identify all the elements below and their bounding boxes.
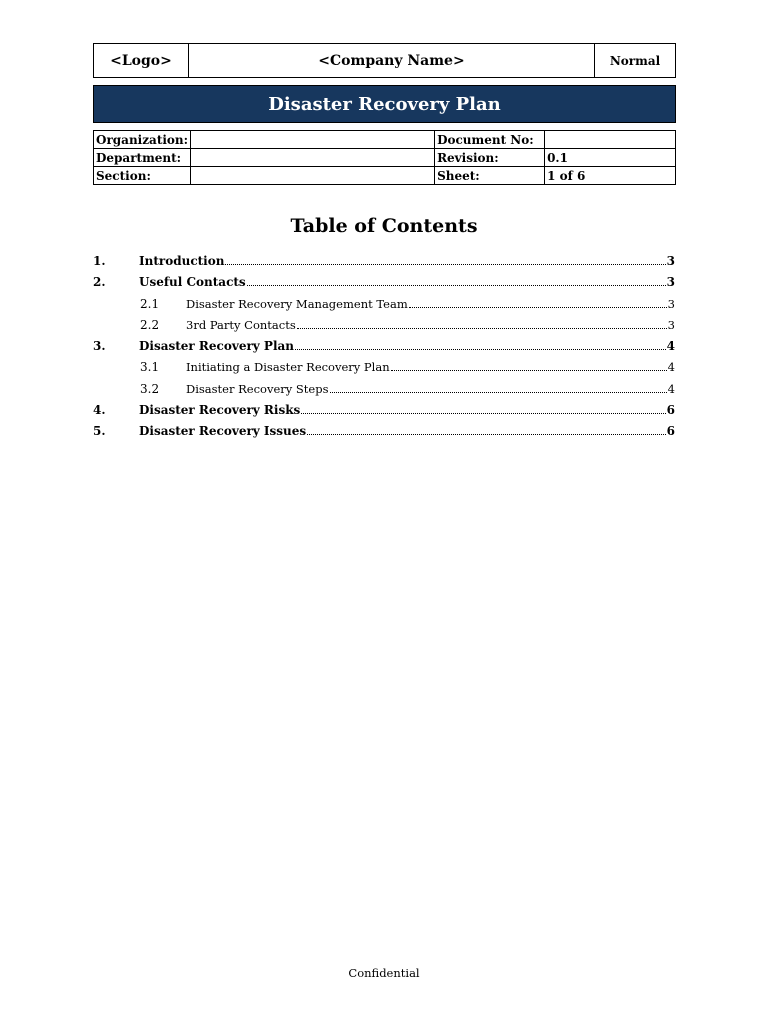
toc-text: Disaster Recovery Steps [186,381,329,396]
toc-entry[interactable] [93,297,675,318]
meta-row [94,167,676,185]
toc-number: 5. [93,424,106,439]
meta-value: 0.1 [545,149,676,167]
meta-value [545,131,676,149]
toc-title: Table of Contents [290,215,478,237]
meta-label: Section: [94,167,191,185]
document-meta-table [93,130,676,185]
toc-leader [301,413,665,414]
document-title-banner [93,85,676,123]
toc-number: 2. [93,275,106,290]
toc-page: 4 [666,339,675,354]
toc-text: Useful Contacts [139,275,246,290]
classification-label: Normal [595,44,676,78]
toc-entry[interactable] [93,382,675,403]
toc-page: 4 [667,360,675,375]
meta-label: Organization: [94,131,191,149]
meta-value [191,131,435,149]
toc-entry[interactable] [93,424,675,445]
toc-entry[interactable] [93,318,675,339]
toc-page: 3 [666,254,675,268]
toc-text: Disaster Recovery Plan [139,339,295,354]
toc-number: 1. [93,254,106,268]
meta-label: Revision: [435,149,545,167]
meta-value [191,149,435,167]
toc-entry[interactable] [93,275,675,296]
meta-label: Document No: [435,131,545,149]
toc-number: 4. [93,403,106,418]
toc-number: 3.2 [140,381,160,396]
toc-leader [225,264,665,265]
toc-leader [297,328,667,329]
toc-entry[interactable] [93,339,675,360]
meta-value: 1 of 6 [545,167,676,185]
meta-label: Sheet: [435,167,545,185]
toc-leader [247,285,666,286]
toc-text: Disaster Recovery Issues [139,424,307,439]
toc-entry[interactable] [93,360,675,381]
toc-page: 3 [667,296,675,311]
meta-label: Department: [94,149,191,167]
toc-number: 3.1 [140,360,160,375]
toc-number: 2.1 [140,296,160,311]
toc-page: 3 [667,317,675,332]
toc-text: Initiating a Disaster Recovery Plan [186,360,390,375]
meta-value [191,167,435,185]
toc-text: Disaster Recovery Management Team [186,296,408,311]
footer-confidential: Confidential [348,966,420,980]
toc-text: Introduction [139,254,225,268]
toc-number: 3. [93,339,106,354]
table-of-contents [93,254,675,446]
toc-entry[interactable] [93,254,675,275]
logo-placeholder: <Logo> [94,44,189,78]
toc-leader [295,349,666,350]
toc-text: Disaster Recovery Risks [139,403,301,418]
toc-leader [409,307,667,308]
company-name: <Company Name> [189,44,595,78]
toc-page: 6 [666,403,675,418]
toc-page: 4 [667,381,675,396]
document-title: Disaster Recovery Plan [268,93,501,115]
toc-leader [391,370,667,371]
toc-leader [307,434,665,435]
meta-row [94,131,676,149]
toc-leader [330,392,667,393]
toc-page: 6 [666,424,675,439]
meta-row [94,149,676,167]
toc-text: 3rd Party Contacts [186,317,296,332]
header-table [93,43,676,78]
toc-number: 2.2 [140,317,160,332]
toc-page: 3 [666,275,675,290]
toc-entry[interactable] [93,403,675,424]
